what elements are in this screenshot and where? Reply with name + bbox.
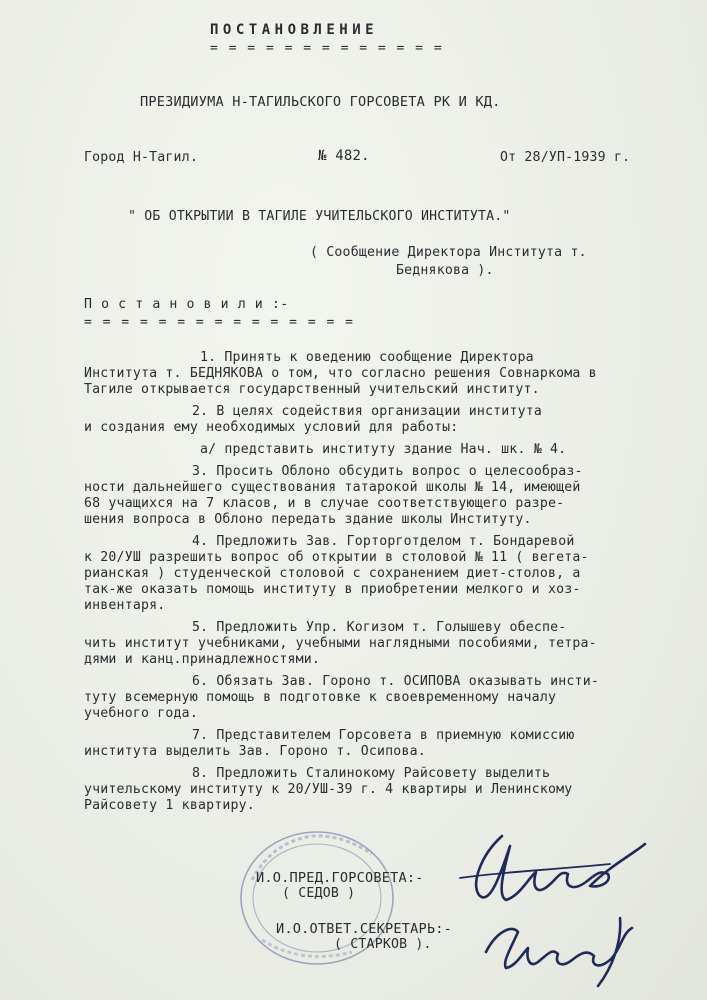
document-date: От 28/УП-1939 г. [500, 150, 631, 165]
body-line: 2. В целях содействия организации института [192, 404, 543, 419]
body-line: чить институт учебниками, учебными наглядными пособиями, тетра- [84, 636, 597, 651]
body-line: инвентаря. [84, 598, 166, 613]
chair-name: ( СЕДОВ ) [282, 886, 356, 901]
title-underline: = = = = = = = = = = = = = [210, 41, 444, 56]
body-line: шения вопроса в Облоно передать здание школы Институту. [84, 512, 532, 527]
body-line: института выделить Зав. Гороно т. Осипова. [84, 744, 426, 759]
resolved-underline: = = = = = = = = = = = = = = = [84, 315, 355, 330]
city-line: Город Н-Тагил. [84, 150, 198, 165]
body-line: дями и канц.принадлежностями. [84, 652, 321, 667]
secretary-signature [472, 912, 662, 992]
body-line: 4. Предложить Зав. Горторготделом т. Бондаревой [192, 534, 575, 549]
body-line: а/ представить институту здание Нач. шк. № 4. [200, 442, 567, 457]
chair-title: И.О.ПРЕД.ГОРСОВЕТА:- [256, 870, 424, 886]
body-line: так-же оказать помощь институту в приобретении мелкого и хоз- [84, 582, 581, 597]
body-line: Райсовету 1 квартиру. [84, 798, 255, 813]
secretary-title: И.О.ОТВЕТ.СЕКРЕТАРЬ:- [276, 921, 453, 937]
body-line: 3. Просить Облоно обсудить вопрос о целесообраз- [192, 464, 583, 479]
document-title: ПОСТАНОВЛЕНИЕ [210, 22, 379, 38]
report-line-1: ( Сообщение Директора Института т. [310, 245, 587, 260]
body-line: Тагиле открывается государственный учительский институт. [84, 382, 540, 397]
body-line: к 20/УШ разрешить вопрос об открытии в столовой № 11 ( вегета- [84, 550, 589, 565]
body-line: 68 учащихся на 7 класов, и в случае соответствующего разре- [84, 496, 565, 511]
body-line: 8. Предложить Сталинокому Райсовету выделить [192, 766, 551, 781]
body-line: ности дальнейшего существования татарокой школы № 14, имеющей [84, 480, 581, 495]
resolved-heading: П о с т а н о в и л и :- [84, 297, 289, 312]
body-line: учительскому институту к 20/УШ-39 г. 4 квартиры и Ленинскому [84, 782, 573, 797]
document-subject: " ОБ ОТКРЫТИИ В ТАГИЛЕ УЧИТЕЛЬСКОГО ИНСТИТУТА." [128, 209, 511, 224]
body-line: и создания ему необходимых условий для работы: [84, 420, 459, 435]
report-line-2: Беднякова ). [396, 263, 494, 278]
body-line: 7. Представителем Горсовета в приемную комиссию [192, 728, 575, 743]
secretary-name: ( СТАРКОВ ). [334, 937, 432, 952]
body-line: Института т. БЕДНЯКОВА о том, что согласно решения Совнаркома в [84, 366, 597, 381]
body-line: 1. Принять к оведению сообщение Директора [200, 350, 534, 365]
issuer-line: ПРЕЗИДИУМА Н-ТАГИЛЬСКОГО ГОРСОВЕТА РК И КД. [140, 94, 501, 110]
body-line: 5. Предложить Упр. Когизом т. Голышеву обеспе- [192, 620, 567, 635]
body-line: рианская ) студенческой столовой с сохранением диет-столов, а [84, 566, 581, 581]
body-line: туту всемерную помощь в подготовке к своевременному началу [84, 690, 557, 705]
body-line: 6. Обязать Зав. Гороно т. ОСИПОВА оказывать инсти- [192, 674, 599, 689]
document-number: № 482. [318, 148, 370, 164]
chair-signature [440, 826, 660, 916]
body-line: учебного года. [84, 706, 198, 721]
